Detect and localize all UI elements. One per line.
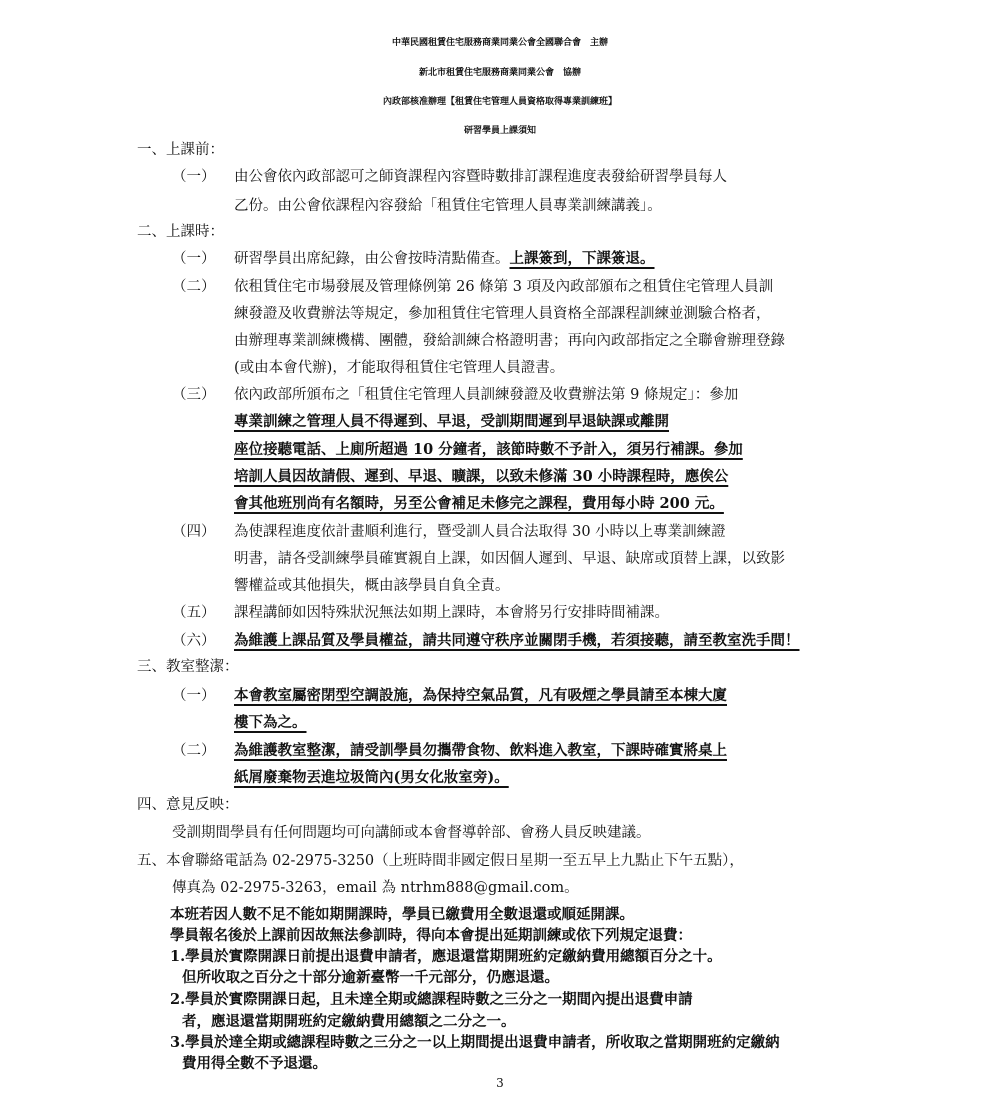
s2-item-3-line-4: 培訓人員因故請假、遲到、早退、曠課，以致未修滿 30 小時課程時，應俟公 <box>234 468 729 485</box>
section-3-heading: 三、教室整潔： <box>137 659 239 675</box>
s2-item-1-number: （一） <box>172 251 216 267</box>
s1-item-1-number: （一） <box>172 169 216 185</box>
refund-rule-1-line-2: 但所收取之百分之十部分逾新臺幣一千元部分，仍應退還。 <box>182 969 559 986</box>
s2-item-3-line-1: 依內政部所頒布之「租賃住宅管理人員訓練發證及收費辦法第 9 條規定」：參加 <box>234 387 739 403</box>
s2-item-1-line-1 <box>234 249 655 269</box>
s2-item-6-number: （六） <box>172 633 216 649</box>
s5-fax-email: 傳真為 02-2975-3263，email 為 ntrhm888@gmail.com。 <box>172 880 579 896</box>
title-co-organizer: 新北市租賃住宅服務商業同業公會 協辦 <box>418 68 581 78</box>
s3-item-1-line-2: 樓下為之。 <box>234 714 307 731</box>
section-2-heading: 二、上課時： <box>137 224 224 240</box>
s2-item-1-text: 研習學員出席紀錄，由公會按時清點備查。 <box>234 251 510 267</box>
s2-item-2-line-1: 依租賃住宅市場發展及管理條例第 26 條第 3 項及內政部頒布之租賃住宅管理人員訓 <box>234 279 774 295</box>
section-5-contact: 五、本會聯絡電話為 02-2975-3250（上班時間非國定假日星期一至五早上九點止下午五點）， <box>137 853 744 869</box>
s3-item-1-number: （一） <box>172 688 216 704</box>
s2-item-4-line-3: 響權益或其他損失，概由該學員自負全責。 <box>234 578 510 594</box>
s3-item-2-number: （二） <box>172 743 216 759</box>
title-course: 內政部核准辦理【租賃住宅管理人員資格取得專業訓練班】 <box>382 97 617 107</box>
s1-item-1-line-2: 乙份。由公會依課程內容發給「租賃住宅管理人員專業訓練講義」。 <box>234 198 662 214</box>
refund-rule-1-line-1: 1.學員於實際開課日前提出退費申請者，應退還當期開班約定繳納費用總額百分之十。 <box>170 948 722 965</box>
page-number: 3 <box>496 1076 504 1090</box>
s2-item-5-line-1: 課程講師如因特殊狀況無法如期上課時，本會將另行安排時間補課。 <box>234 605 669 621</box>
s3-item-2-line-2: 紙屑廢棄物丟進垃圾筒內(男女化妝室旁)。 <box>234 769 509 786</box>
s2-item-3-line-5: 會其他班別尚有名額時，另至公會補足未修完之課程，費用每小時 200 元。 <box>234 495 724 512</box>
s2-item-3-line-2: 專業訓練之管理人員不得遲到、早退，受訓期間遲到早退缺課或離開 <box>234 413 669 430</box>
section-4-heading: 四、意見反映： <box>137 797 239 813</box>
title-organizer: 中華民國租賃住宅服務商業同業公會全國聯合會 主辦 <box>391 38 608 48</box>
s2-item-4-line-1: 為使課程進度依計畫順利進行，暨受訓人員合法取得 30 小時以上專業訓練證 <box>234 524 726 540</box>
refund-para-2: 學員報名後於上課前因故無法參訓時，得向本會提出延期訓練或依下列規定退費： <box>170 927 692 944</box>
s2-item-2-line-3: 由辦理專業訓練機構、團體，發給訓練合格證明書；再向內政部指定之全聯會辦理登錄 <box>234 333 785 349</box>
s2-item-4-line-2: 明書，請各受訓練學員確實親自上課，如因個人遲到、早退、缺席或頂替上課，以致影 <box>234 551 785 567</box>
s1-item-1-line-1: 由公會依內政部認可之師資課程內容暨時數排訂課程進度表發給研習學員每人 <box>234 169 727 185</box>
refund-para-1: 本班若因人數不足不能如期開課時，學員已繳費用全數退還或順延開課。 <box>170 906 634 923</box>
s2-item-2-number: （二） <box>172 279 216 295</box>
refund-rule-2-line-2: 者，應退還當期開班約定繳納費用總額之二分之一。 <box>182 1013 516 1030</box>
refund-rule-3-line-1: 3.學員於達全期或總課程時數之三分之一以上期間提出退費申請者，所收取之當期開班約定繳納 <box>170 1034 780 1051</box>
title-notice: 研習學員上課須知 <box>463 126 536 136</box>
s3-item-1-line-1: 本會教室屬密閉型空調設施，為保持空氣品質，凡有吸煙之學員請至本棟大廈 <box>234 687 727 704</box>
s3-item-2-line-1: 為維護教室整潔，請受訓學員勿攜帶食物、飲料進入教室，下課時確實將桌上 <box>234 742 727 759</box>
s2-item-5-number: （五） <box>172 605 216 621</box>
s2-item-3-line-3: 座位接聽電話、上廁所超過 10 分鐘者，該節時數不予計入，須另行補課。參加 <box>234 441 743 458</box>
s2-item-4-number: （四） <box>172 524 216 540</box>
s2-item-2-line-4: (或由本會代辦)，才能取得租賃住宅管理人員證書。 <box>234 360 565 376</box>
s2-item-3-number: （三） <box>172 387 216 403</box>
s2-item-2-line-2: 練發證及收費辦法等規定，參加租賃住宅管理人員資格全部課程訓練並測驗合格者， <box>234 306 771 322</box>
s4-line-1: 受訓期間學員有任何問題均可向講師或本會督導幹部、會務人員反映建議。 <box>172 825 651 841</box>
s2-item-6-line-1: 為維護上課品質及學員權益，請共同遵守秩序並關閉手機，若須接聽，請至教室洗手間！ <box>234 632 800 649</box>
section-1-heading: 一、上課前： <box>137 142 224 158</box>
refund-rule-2-line-1: 2.學員於實際開課日起，且未達全期或總課程時數之三分之一期間內提出退費申請 <box>170 991 693 1008</box>
sign-in-out-emphasis: 上課簽到，下課簽退。 <box>509 250 655 267</box>
refund-rule-3-line-2: 費用得全數不予退還。 <box>182 1055 327 1072</box>
